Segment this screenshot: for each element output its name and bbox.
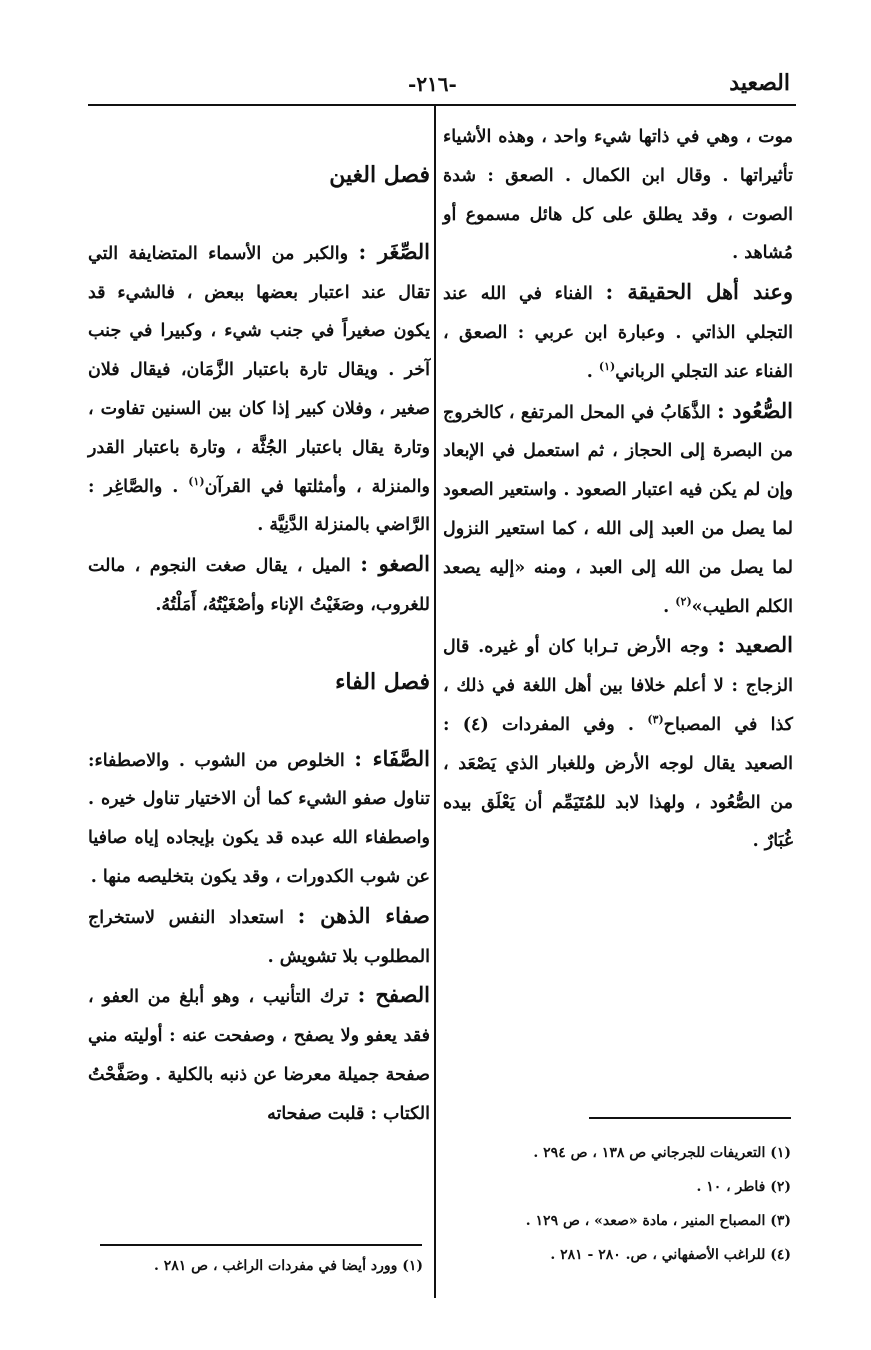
entry-text: والكبر من الأسماء المتضايفة التي تقال عند اعتبار بعضها ببعض ، فالشيء قد يكون صغيراً في جنب شيء ، وكبيرا في جنب آخر . ويقال تارة باعتبار الزَّمَان، فيقال فلان صغير ، وفلان كبير إذا كان بين السنين تفاوت ، وتارة يقال باعتبار الجُثَّة ، وتارة باعتبار القدر والمنزلة ، وأمثلتها في القرآن xyxy=(88,243,430,497)
header-rule xyxy=(88,104,796,106)
entry-term: صفاء الذهن : xyxy=(297,902,431,928)
footnote: (١) التعريفات للجرجاني ص ١٣٨ ، ص ٢٩٤ . xyxy=(533,1145,791,1161)
entry-text: الذَّهَابُ في المحل المرتفع ، كالخروج من البصرة إلى الحجاز ، ثم استعمل في الإبعاد وإن لم يكن فيه اعتبار الصعود . واستعير الصعود لما يصل من العبد إلى الله ، كما استعير النزول لما يصل من الله إلى العبد ، ومنه «إليه يصعد الكلم الطيب» xyxy=(443,402,793,617)
footnote: (٤) للراغب الأصفهاني ، ص. ٢٨٠ - ٢٨١ . xyxy=(550,1247,791,1263)
footnote: (٣) المصباح المنير ، مادة «صعد» ، ص ١٢٩ . xyxy=(525,1213,791,1229)
entry-term: الصَّفَاء : xyxy=(354,745,430,771)
entry-term: الصفح : xyxy=(357,982,431,1008)
footnote-ref: (١) xyxy=(598,359,616,373)
entry-text: استعداد النفس لاستخراج المطلوب بلا تشويش . xyxy=(88,907,430,967)
entry-paragraph xyxy=(88,740,430,897)
section-heading-fa: فصل الفاء xyxy=(335,668,430,695)
entry-paragraph xyxy=(443,118,793,273)
entry-text: ترك التأنيب ، وهو أبلغ من العفو ، فقد يعفو ولا يصفح ، وصفحت عنه : أوليته مني صفحة جميلة معرضا عن ذنبه بالكلية . وصَفَّحْتُ الكتاب : قلبت صفحاته xyxy=(88,987,430,1124)
entry-tail: . والصَّاغِر : الرَّاضي بالمنزلة الدَّنِيَّة . xyxy=(88,476,430,536)
footnote-rule xyxy=(589,1117,791,1119)
entry-text: وجه الأرض تـرابا كان أو غيره. قال الزجاج : لا أعلم خلافا بين أهل اللغة في ذلك ، كذا في المصباح xyxy=(443,637,793,735)
entry-text: الميل ، يقال صغت النجوم ، مالت للغروب، وصَغَيْتُ الإناء وأصْغَيْتُهُ، أَمَلْتُهُ. xyxy=(88,556,430,615)
entry-tail: . وفي المفردات (٤) : الصعيد يقال لوجه الأرض وللغبار الذي يَصْعَد ، من الصُّعُود ، ولهذا لابد للمُتَيَمِّم أن يَعْلَق بيده غُبَارٌ . xyxy=(443,714,793,852)
entry-paragraph xyxy=(88,233,430,545)
footnote-ref: (٢) xyxy=(675,594,692,608)
entry-term: الصِّغَر : xyxy=(358,238,431,264)
entry-term: الصعيد : xyxy=(717,632,794,658)
entry-text: موت ، وهي في ذاتها شيء واحد ، وهذه الأشياء تأثيراتها . وقال ابن الكمال . الصعق : شدة الصوت ، وقد يطلق على كل هائل مسموع أو مُشاهد . xyxy=(443,127,793,264)
column-divider xyxy=(434,104,436,1298)
page-number: -٢١٦- xyxy=(408,72,457,96)
entry-paragraph xyxy=(88,897,430,977)
section-heading-ghain: فصل الغين xyxy=(329,162,430,188)
entry-paragraph xyxy=(443,392,793,627)
entry-paragraph xyxy=(88,545,430,625)
footnote-ref: (٣) xyxy=(647,713,664,727)
left-column xyxy=(88,118,430,1134)
entry-term: وعند أهل الحقيقة : xyxy=(605,279,793,305)
entry-text: الخلوص من الشوب . والاصطفاء: تناول صفو الشيء كما أن الاختيار تناول خيره . واصطفاء الله عبده قد يكون بإيجاده إياه صافيا عن شوب الكدورات ، وقد يكون بتخليصه منها . xyxy=(88,750,430,887)
entry-tail: . xyxy=(586,361,599,382)
footnote: (١) وورد أيضا في مفردات الراغب ، ص ٢٨١ . xyxy=(153,1258,423,1274)
entry-term: الصغو : xyxy=(360,551,430,577)
right-column xyxy=(443,118,793,861)
footnote-ref: (١) xyxy=(188,474,205,488)
entry-tail: . xyxy=(663,596,676,617)
footnotes-right xyxy=(451,1136,791,1272)
entry-text: الفناء في الله عند التجلي الذاتي . وعبارة ابن عربي : الصعق ، الفناء عند التجلي الرباني xyxy=(443,284,793,382)
entry-term: الصُّعُود : xyxy=(717,397,793,423)
entry-paragraph xyxy=(88,976,430,1133)
footnote-rule xyxy=(100,1244,422,1246)
entry-paragraph xyxy=(443,626,793,861)
page-header xyxy=(88,66,796,102)
footnote: (٢) فاطر ، ١٠ . xyxy=(696,1179,791,1195)
entry-paragraph xyxy=(443,273,793,391)
running-title: الصعيد xyxy=(729,70,790,96)
